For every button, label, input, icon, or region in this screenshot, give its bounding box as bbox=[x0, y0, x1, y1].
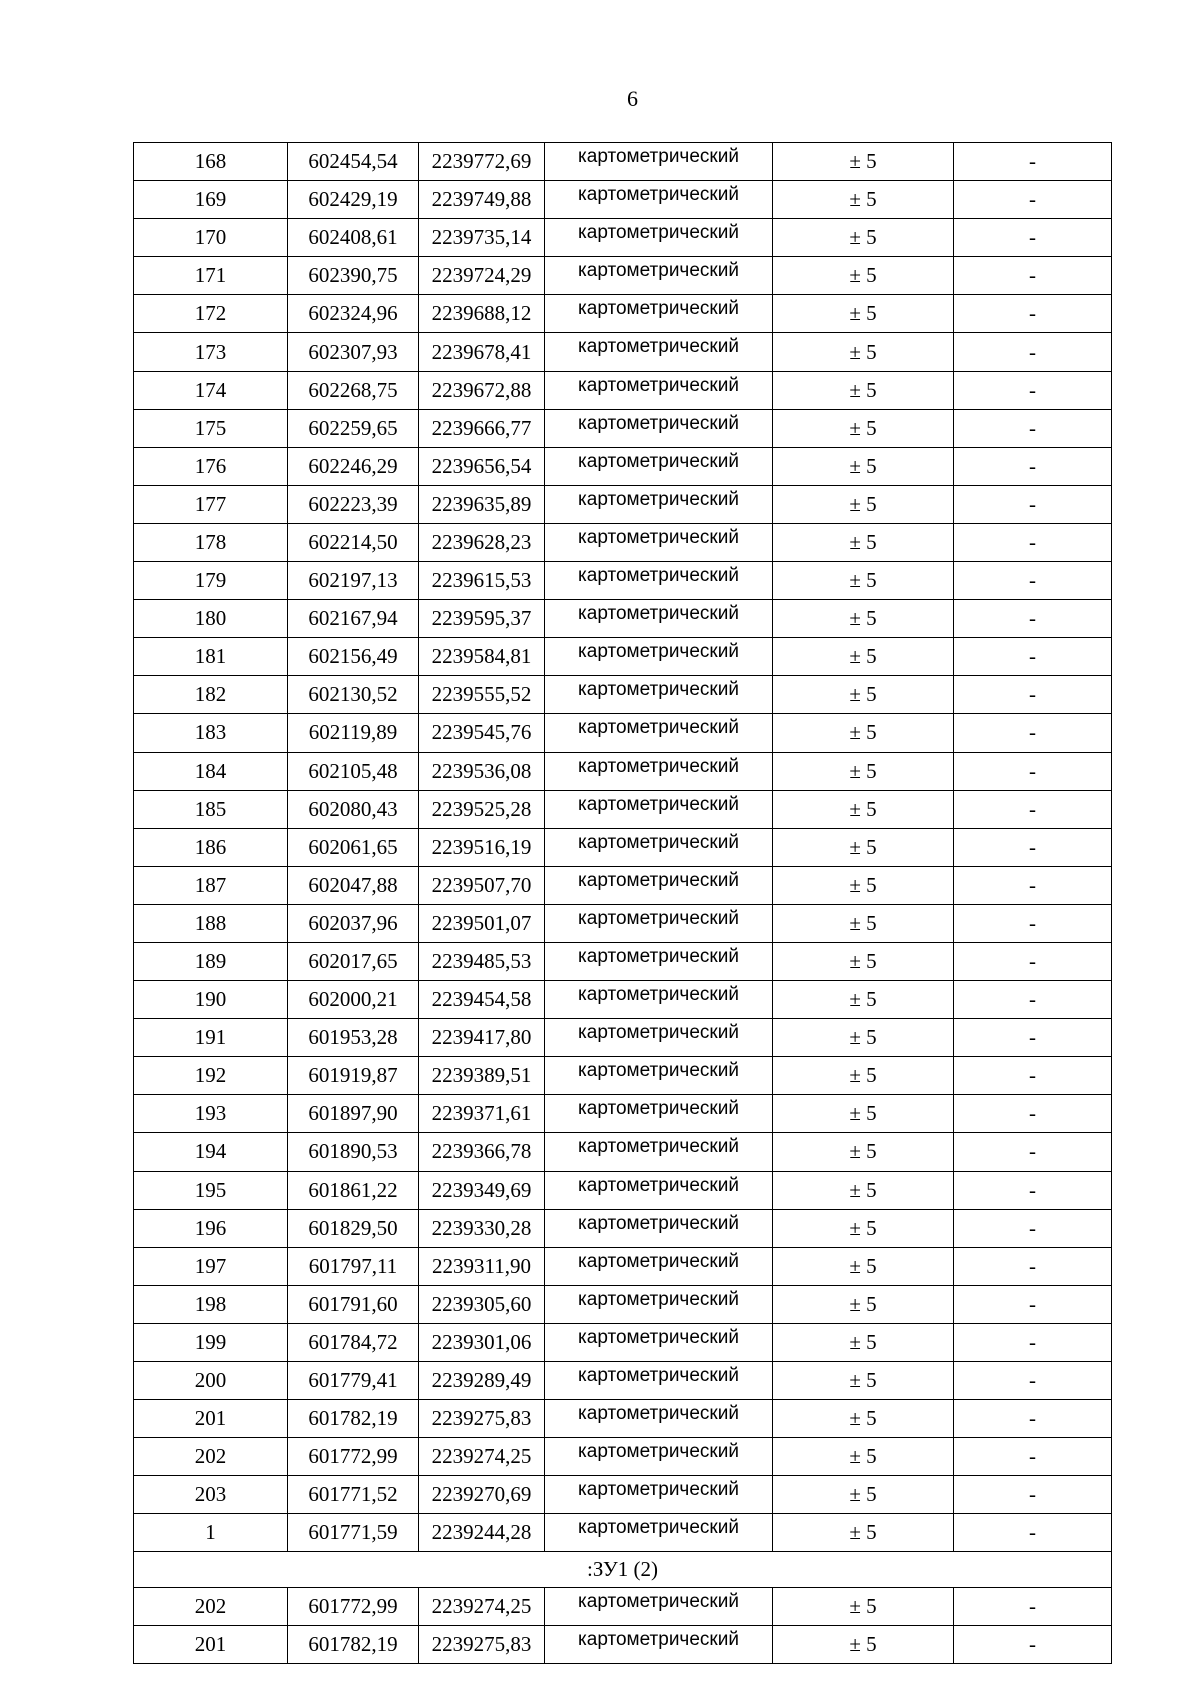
method-cell: картометрический bbox=[545, 409, 773, 447]
y-coordinate-cell: 2239628,23 bbox=[419, 523, 545, 561]
point-number-cell: 175 bbox=[134, 409, 288, 447]
y-coordinate-cell: 2239635,89 bbox=[419, 485, 545, 523]
y-coordinate-cell: 2239595,37 bbox=[419, 600, 545, 638]
table-row bbox=[134, 752, 1112, 790]
y-coordinate-cell: 2239485,53 bbox=[419, 942, 545, 980]
table-row bbox=[134, 790, 1112, 828]
note-cell: - bbox=[954, 562, 1112, 600]
method-cell: картометрический bbox=[545, 828, 773, 866]
note-cell: - bbox=[954, 1625, 1112, 1663]
method-cell: картометрический bbox=[545, 1587, 773, 1625]
method-cell: картометрический bbox=[545, 1285, 773, 1323]
accuracy-cell: ± 5 bbox=[773, 1587, 954, 1625]
accuracy-cell: ± 5 bbox=[773, 1514, 954, 1552]
y-coordinate-cell: 2239270,69 bbox=[419, 1476, 545, 1514]
point-number-cell: 181 bbox=[134, 638, 288, 676]
table-row bbox=[134, 295, 1112, 333]
accuracy-cell: ± 5 bbox=[773, 1209, 954, 1247]
method-cell: картометрический bbox=[545, 600, 773, 638]
point-number-cell: 196 bbox=[134, 1209, 288, 1247]
accuracy-cell: ± 5 bbox=[773, 485, 954, 523]
x-coordinate-cell: 601829,50 bbox=[288, 1209, 419, 1247]
y-coordinate-cell: 2239536,08 bbox=[419, 752, 545, 790]
method-cell: картометрический bbox=[545, 904, 773, 942]
table-row bbox=[134, 1400, 1112, 1438]
point-number-cell: 186 bbox=[134, 828, 288, 866]
note-cell: - bbox=[954, 904, 1112, 942]
note-cell: - bbox=[954, 676, 1112, 714]
method-cell: картометрический bbox=[545, 219, 773, 257]
y-coordinate-cell: 2239349,69 bbox=[419, 1171, 545, 1209]
y-coordinate-cell: 2239516,19 bbox=[419, 828, 545, 866]
accuracy-cell: ± 5 bbox=[773, 1247, 954, 1285]
accuracy-cell: ± 5 bbox=[773, 1019, 954, 1057]
table-row bbox=[134, 1171, 1112, 1209]
note-cell: - bbox=[954, 447, 1112, 485]
point-number-cell: 193 bbox=[134, 1095, 288, 1133]
method-cell: картометрический bbox=[545, 1133, 773, 1171]
note-cell: - bbox=[954, 1019, 1112, 1057]
y-coordinate-cell: 2239772,69 bbox=[419, 143, 545, 181]
method-cell: картометрический bbox=[545, 295, 773, 333]
accuracy-cell: ± 5 bbox=[773, 295, 954, 333]
y-coordinate-cell: 2239724,29 bbox=[419, 257, 545, 295]
y-coordinate-cell: 2239749,88 bbox=[419, 181, 545, 219]
table-row bbox=[134, 257, 1112, 295]
point-number-cell: 176 bbox=[134, 447, 288, 485]
y-coordinate-cell: 2239305,60 bbox=[419, 1285, 545, 1323]
method-cell: картометрический bbox=[545, 676, 773, 714]
point-number-cell: 194 bbox=[134, 1133, 288, 1171]
method-cell: картометрический bbox=[545, 714, 773, 752]
note-cell: - bbox=[954, 1438, 1112, 1476]
point-number-cell: 192 bbox=[134, 1057, 288, 1095]
table-row bbox=[134, 1438, 1112, 1476]
method-cell: картометрический bbox=[545, 1514, 773, 1552]
point-number-cell: 180 bbox=[134, 600, 288, 638]
method-cell: картометрический bbox=[545, 1438, 773, 1476]
accuracy-cell: ± 5 bbox=[773, 219, 954, 257]
note-cell: - bbox=[954, 219, 1112, 257]
accuracy-cell: ± 5 bbox=[773, 714, 954, 752]
accuracy-cell: ± 5 bbox=[773, 1476, 954, 1514]
y-coordinate-cell: 2239244,28 bbox=[419, 1514, 545, 1552]
point-number-cell: 197 bbox=[134, 1247, 288, 1285]
point-number-cell: 185 bbox=[134, 790, 288, 828]
x-coordinate-cell: 602047,88 bbox=[288, 866, 419, 904]
note-cell: - bbox=[954, 1133, 1112, 1171]
accuracy-cell: ± 5 bbox=[773, 181, 954, 219]
x-coordinate-cell: 601771,52 bbox=[288, 1476, 419, 1514]
y-coordinate-cell: 2239274,25 bbox=[419, 1587, 545, 1625]
note-cell: - bbox=[954, 333, 1112, 371]
table-row bbox=[134, 219, 1112, 257]
table-row bbox=[134, 942, 1112, 980]
note-cell: - bbox=[954, 752, 1112, 790]
point-number-cell: 1 bbox=[134, 1514, 288, 1552]
note-cell: - bbox=[954, 600, 1112, 638]
x-coordinate-cell: 602324,96 bbox=[288, 295, 419, 333]
method-cell: картометрический bbox=[545, 143, 773, 181]
point-number-cell: 198 bbox=[134, 1285, 288, 1323]
point-number-cell: 195 bbox=[134, 1171, 288, 1209]
x-coordinate-cell: 602268,75 bbox=[288, 371, 419, 409]
method-cell: картометрический bbox=[545, 790, 773, 828]
x-coordinate-cell: 601919,87 bbox=[288, 1057, 419, 1095]
y-coordinate-cell: 2239311,90 bbox=[419, 1247, 545, 1285]
table-row bbox=[134, 904, 1112, 942]
method-cell: картометрический bbox=[545, 1400, 773, 1438]
point-number-cell: 191 bbox=[134, 1019, 288, 1057]
note-cell: - bbox=[954, 1285, 1112, 1323]
y-coordinate-cell: 2239275,83 bbox=[419, 1625, 545, 1663]
method-cell: картометрический bbox=[545, 485, 773, 523]
method-cell: картометрический bbox=[545, 181, 773, 219]
method-cell: картометрический bbox=[545, 447, 773, 485]
point-number-cell: 171 bbox=[134, 257, 288, 295]
note-cell: - bbox=[954, 1514, 1112, 1552]
y-coordinate-cell: 2239672,88 bbox=[419, 371, 545, 409]
x-coordinate-cell: 602197,13 bbox=[288, 562, 419, 600]
accuracy-cell: ± 5 bbox=[773, 333, 954, 371]
y-coordinate-cell: 2239501,07 bbox=[419, 904, 545, 942]
table-row bbox=[134, 1019, 1112, 1057]
point-number-cell: 190 bbox=[134, 981, 288, 1019]
coordinates-table bbox=[133, 142, 1112, 1664]
x-coordinate-cell: 601772,99 bbox=[288, 1438, 419, 1476]
method-cell: картометрический bbox=[545, 1019, 773, 1057]
method-cell: картометрический bbox=[545, 1057, 773, 1095]
y-coordinate-cell: 2239584,81 bbox=[419, 638, 545, 676]
note-cell: - bbox=[954, 1323, 1112, 1361]
point-number-cell: 182 bbox=[134, 676, 288, 714]
method-cell: картометрический bbox=[545, 523, 773, 561]
table-row bbox=[134, 1057, 1112, 1095]
table-row bbox=[134, 447, 1112, 485]
accuracy-cell: ± 5 bbox=[773, 257, 954, 295]
y-coordinate-cell: 2239615,53 bbox=[419, 562, 545, 600]
point-number-cell: 200 bbox=[134, 1362, 288, 1400]
table-row bbox=[134, 1209, 1112, 1247]
x-coordinate-cell: 602259,65 bbox=[288, 409, 419, 447]
method-cell: картометрический bbox=[545, 866, 773, 904]
table-row bbox=[134, 1285, 1112, 1323]
x-coordinate-cell: 601779,41 bbox=[288, 1362, 419, 1400]
note-cell: - bbox=[954, 1209, 1112, 1247]
accuracy-cell: ± 5 bbox=[773, 676, 954, 714]
y-coordinate-cell: 2239454,58 bbox=[419, 981, 545, 1019]
note-cell: - bbox=[954, 1400, 1112, 1438]
point-number-cell: 187 bbox=[134, 866, 288, 904]
x-coordinate-cell: 602037,96 bbox=[288, 904, 419, 942]
point-number-cell: 183 bbox=[134, 714, 288, 752]
table-row bbox=[134, 866, 1112, 904]
table-row bbox=[134, 638, 1112, 676]
note-cell: - bbox=[954, 866, 1112, 904]
y-coordinate-cell: 2239555,52 bbox=[419, 676, 545, 714]
method-cell: картометрический bbox=[545, 1323, 773, 1361]
note-cell: - bbox=[954, 1587, 1112, 1625]
method-cell: картометрический bbox=[545, 257, 773, 295]
x-coordinate-cell: 601897,90 bbox=[288, 1095, 419, 1133]
accuracy-cell: ± 5 bbox=[773, 600, 954, 638]
note-cell: - bbox=[954, 257, 1112, 295]
page-number: 6 bbox=[627, 86, 638, 111]
x-coordinate-cell: 602408,61 bbox=[288, 219, 419, 257]
accuracy-cell: ± 5 bbox=[773, 1057, 954, 1095]
method-cell: картометрический bbox=[545, 1247, 773, 1285]
point-number-cell: 202 bbox=[134, 1438, 288, 1476]
point-number-cell: 168 bbox=[134, 143, 288, 181]
table-row bbox=[134, 1476, 1112, 1514]
accuracy-cell: ± 5 bbox=[773, 523, 954, 561]
y-coordinate-cell: 2239656,54 bbox=[419, 447, 545, 485]
x-coordinate-cell: 601782,19 bbox=[288, 1625, 419, 1663]
point-number-cell: 188 bbox=[134, 904, 288, 942]
y-coordinate-cell: 2239274,25 bbox=[419, 1438, 545, 1476]
x-coordinate-cell: 602080,43 bbox=[288, 790, 419, 828]
x-coordinate-cell: 602000,21 bbox=[288, 981, 419, 1019]
y-coordinate-cell: 2239735,14 bbox=[419, 219, 545, 257]
note-cell: - bbox=[954, 181, 1112, 219]
x-coordinate-cell: 602105,48 bbox=[288, 752, 419, 790]
y-coordinate-cell: 2239678,41 bbox=[419, 333, 545, 371]
x-coordinate-cell: 602119,89 bbox=[288, 714, 419, 752]
y-coordinate-cell: 2239525,28 bbox=[419, 790, 545, 828]
x-coordinate-cell: 602429,19 bbox=[288, 181, 419, 219]
accuracy-cell: ± 5 bbox=[773, 1362, 954, 1400]
x-coordinate-cell: 601861,22 bbox=[288, 1171, 419, 1209]
table-row bbox=[134, 600, 1112, 638]
y-coordinate-cell: 2239330,28 bbox=[419, 1209, 545, 1247]
x-coordinate-cell: 601782,19 bbox=[288, 1400, 419, 1438]
method-cell: картометрический bbox=[545, 981, 773, 1019]
y-coordinate-cell: 2239389,51 bbox=[419, 1057, 545, 1095]
table-row bbox=[134, 1133, 1112, 1171]
point-number-cell: 169 bbox=[134, 181, 288, 219]
note-cell: - bbox=[954, 1476, 1112, 1514]
accuracy-cell: ± 5 bbox=[773, 790, 954, 828]
note-cell: - bbox=[954, 981, 1112, 1019]
point-number-cell: 179 bbox=[134, 562, 288, 600]
note-cell: - bbox=[954, 1057, 1112, 1095]
table-row bbox=[134, 1362, 1112, 1400]
accuracy-cell: ± 5 bbox=[773, 409, 954, 447]
point-number-cell: 177 bbox=[134, 485, 288, 523]
accuracy-cell: ± 5 bbox=[773, 447, 954, 485]
point-number-cell: 178 bbox=[134, 523, 288, 561]
point-number-cell: 173 bbox=[134, 333, 288, 371]
note-cell: - bbox=[954, 828, 1112, 866]
x-coordinate-cell: 602017,65 bbox=[288, 942, 419, 980]
y-coordinate-cell: 2239417,80 bbox=[419, 1019, 545, 1057]
point-number-cell: 189 bbox=[134, 942, 288, 980]
table-row bbox=[134, 1514, 1112, 1552]
method-cell: картометрический bbox=[545, 333, 773, 371]
method-cell: картометрический bbox=[545, 562, 773, 600]
section-table-body bbox=[134, 1587, 1112, 1663]
note-cell: - bbox=[954, 295, 1112, 333]
y-coordinate-cell: 2239366,78 bbox=[419, 1133, 545, 1171]
x-coordinate-cell: 602246,29 bbox=[288, 447, 419, 485]
x-coordinate-cell: 602167,94 bbox=[288, 600, 419, 638]
accuracy-cell: ± 5 bbox=[773, 1625, 954, 1663]
method-cell: картометрический bbox=[545, 942, 773, 980]
coordinates-table-body bbox=[134, 143, 1112, 1552]
note-cell: - bbox=[954, 790, 1112, 828]
accuracy-cell: ± 5 bbox=[773, 1400, 954, 1438]
accuracy-cell: ± 5 bbox=[773, 371, 954, 409]
x-coordinate-cell: 601791,60 bbox=[288, 1285, 419, 1323]
note-cell: - bbox=[954, 409, 1112, 447]
x-coordinate-cell: 601771,59 bbox=[288, 1514, 419, 1552]
accuracy-cell: ± 5 bbox=[773, 1285, 954, 1323]
y-coordinate-cell: 2239666,77 bbox=[419, 409, 545, 447]
table-row bbox=[134, 333, 1112, 371]
table-row bbox=[134, 371, 1112, 409]
x-coordinate-cell: 602223,39 bbox=[288, 485, 419, 523]
method-cell: картометрический bbox=[545, 1171, 773, 1209]
table-row bbox=[134, 1587, 1112, 1625]
table-row bbox=[134, 828, 1112, 866]
table-row bbox=[134, 1625, 1112, 1663]
method-cell: картометрический bbox=[545, 1362, 773, 1400]
table-row bbox=[134, 485, 1112, 523]
method-cell: картометрический bbox=[545, 1476, 773, 1514]
accuracy-cell: ± 5 bbox=[773, 1095, 954, 1133]
point-number-cell: 203 bbox=[134, 1476, 288, 1514]
y-coordinate-cell: 2239371,61 bbox=[419, 1095, 545, 1133]
table-row bbox=[134, 1323, 1112, 1361]
accuracy-cell: ± 5 bbox=[773, 1323, 954, 1361]
x-coordinate-cell: 601953,28 bbox=[288, 1019, 419, 1057]
x-coordinate-cell: 602156,49 bbox=[288, 638, 419, 676]
accuracy-cell: ± 5 bbox=[773, 638, 954, 676]
point-number-cell: 201 bbox=[134, 1400, 288, 1438]
accuracy-cell: ± 5 bbox=[773, 1438, 954, 1476]
table-row bbox=[134, 181, 1112, 219]
note-cell: - bbox=[954, 1362, 1112, 1400]
point-number-cell: 172 bbox=[134, 295, 288, 333]
note-cell: - bbox=[954, 523, 1112, 561]
note-cell: - bbox=[954, 143, 1112, 181]
note-cell: - bbox=[954, 1247, 1112, 1285]
note-cell: - bbox=[954, 371, 1112, 409]
table-row bbox=[134, 143, 1112, 181]
method-cell: картометрический bbox=[545, 371, 773, 409]
method-cell: картометрический bbox=[545, 1625, 773, 1663]
accuracy-cell: ± 5 bbox=[773, 981, 954, 1019]
accuracy-cell: ± 5 bbox=[773, 904, 954, 942]
accuracy-cell: ± 5 bbox=[773, 1133, 954, 1171]
y-coordinate-cell: 2239275,83 bbox=[419, 1400, 545, 1438]
table-row bbox=[134, 409, 1112, 447]
point-number-cell: 199 bbox=[134, 1323, 288, 1361]
note-cell: - bbox=[954, 1095, 1112, 1133]
x-coordinate-cell: 601784,72 bbox=[288, 1323, 419, 1361]
method-cell: картометрический bbox=[545, 752, 773, 790]
y-coordinate-cell: 2239688,12 bbox=[419, 295, 545, 333]
accuracy-cell: ± 5 bbox=[773, 828, 954, 866]
y-coordinate-cell: 2239301,06 bbox=[419, 1323, 545, 1361]
accuracy-cell: ± 5 bbox=[773, 143, 954, 181]
point-number-cell: 170 bbox=[134, 219, 288, 257]
y-coordinate-cell: 2239289,49 bbox=[419, 1362, 545, 1400]
point-number-cell: 184 bbox=[134, 752, 288, 790]
accuracy-cell: ± 5 bbox=[773, 752, 954, 790]
accuracy-cell: ± 5 bbox=[773, 1171, 954, 1209]
note-cell: - bbox=[954, 942, 1112, 980]
note-cell: - bbox=[954, 485, 1112, 523]
table-row bbox=[134, 562, 1112, 600]
accuracy-cell: ± 5 bbox=[773, 942, 954, 980]
table-row bbox=[134, 981, 1112, 1019]
accuracy-cell: ± 5 bbox=[773, 866, 954, 904]
table-row bbox=[134, 676, 1112, 714]
x-coordinate-cell: 602130,52 bbox=[288, 676, 419, 714]
note-cell: - bbox=[954, 714, 1112, 752]
accuracy-cell: ± 5 bbox=[773, 562, 954, 600]
x-coordinate-cell: 601797,11 bbox=[288, 1247, 419, 1285]
x-coordinate-cell: 602390,75 bbox=[288, 257, 419, 295]
section-title: :ЗУ1 (2) bbox=[134, 1552, 1112, 1587]
x-coordinate-cell: 601772,99 bbox=[288, 1587, 419, 1625]
x-coordinate-cell: 602214,50 bbox=[288, 523, 419, 561]
table-row bbox=[134, 523, 1112, 561]
method-cell: картометрический bbox=[545, 638, 773, 676]
table-row bbox=[134, 1247, 1112, 1285]
table-row bbox=[134, 714, 1112, 752]
note-cell: - bbox=[954, 638, 1112, 676]
table-row bbox=[134, 1095, 1112, 1133]
x-coordinate-cell: 602307,93 bbox=[288, 333, 419, 371]
method-cell: картометрический bbox=[545, 1095, 773, 1133]
point-number-cell: 174 bbox=[134, 371, 288, 409]
y-coordinate-cell: 2239507,70 bbox=[419, 866, 545, 904]
note-cell: - bbox=[954, 1171, 1112, 1209]
x-coordinate-cell: 602454,54 bbox=[288, 143, 419, 181]
section-row bbox=[134, 1552, 1112, 1587]
point-number-cell: 202 bbox=[134, 1587, 288, 1625]
x-coordinate-cell: 602061,65 bbox=[288, 828, 419, 866]
method-cell: картометрический bbox=[545, 1209, 773, 1247]
point-number-cell: 201 bbox=[134, 1625, 288, 1663]
x-coordinate-cell: 601890,53 bbox=[288, 1133, 419, 1171]
y-coordinate-cell: 2239545,76 bbox=[419, 714, 545, 752]
